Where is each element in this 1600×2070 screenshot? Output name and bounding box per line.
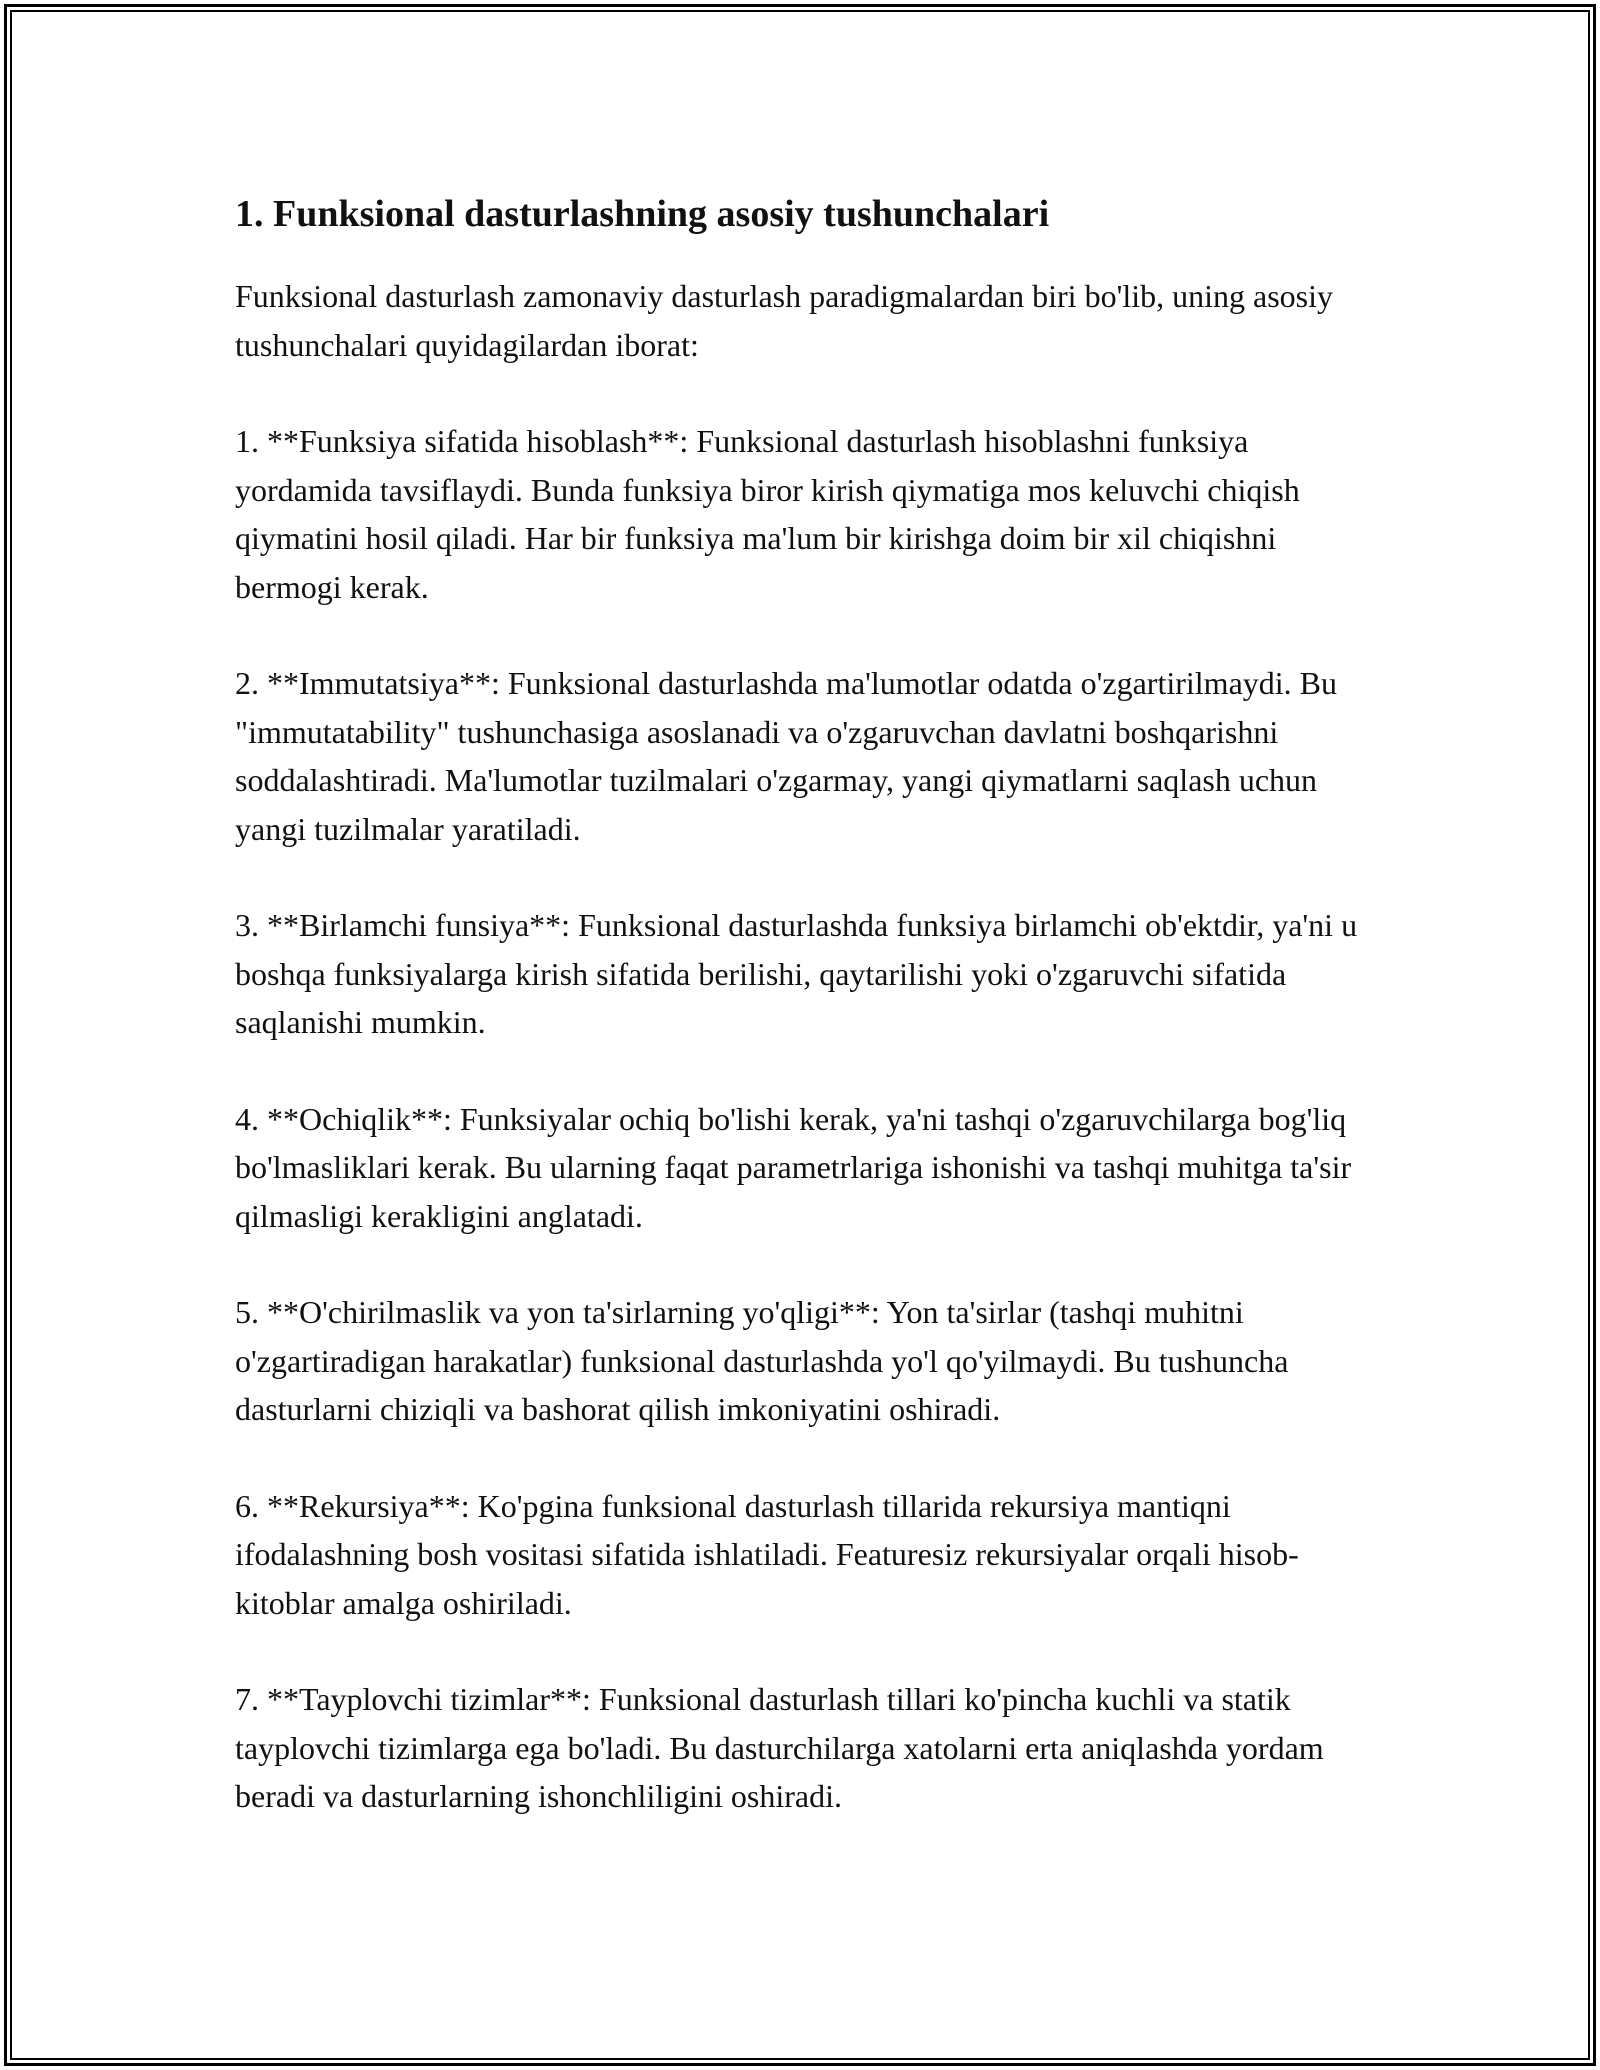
list-item-purity: 4. **Ochiqlik**: Funksiyalar ochiq bo'lishi kerak, ya'ni tashqi o'zgaruvchilarga bog'liq bo'lmasliklari kerak. Bu ularning faqat parametrlariga ishonishi va tashqi muhitga ta'sir qilmasligi kerakligini anglatadi.: [235, 1100, 1352, 1234]
list-item-immutability: 2. **Immutatsiya**: Funksional dasturlashda ma'lumotlar odatda o'zgartirilmaydi. Bu "immutatability" tushunchasiga asoslanadi va o'zgaruvchan davlatni boshqarishni soddalashtiradi. Ma'lumotlar tuzilmalari o'zgarmay, yangi qiymatlarni saqlash uchun yangi tuzilmalar yaratiladi.: [235, 665, 1337, 847]
list-item-first-class-functions: 3. **Birlamchi funsiya**: Funksional dasturlashda funksiya birlamchi ob'ektdir, ya'ni u boshqa funksiyalarga kirish sifatida berilishi, qaytarilishi yoki o'zgaruvchi sifatida saqlanishi mumkin.: [235, 907, 1358, 1040]
list-item-side-effects: 5. **O'chirilmaslik va yon ta'sirlarning yo'qligi**: Yon ta'sirlar (tashqi muhitni o'zgartiradigan harakatlar) funksional dasturlashda yo'l qo'yilmaydi. Bu tushuncha dasturlarni chiziqli va bashorat qilish imkoniyatini oshiradi.: [235, 1294, 1289, 1427]
section-heading: 1. Funksional dasturlashning asosiy tushunchalari: [235, 193, 1050, 235]
document-body: [235, 186, 1370, 1869]
list-item-recursion: 6. **Rekursiya**: Ko'pgina funksional dasturlash tillarida rekursiya mantiqni ifodalashning bosh vositasi sifatida ishlatiladi. Featuresiz rekursiyalar orqali hisob-kitoblar amalga oshiriladi.: [235, 1487, 1299, 1621]
list-item-type-systems: 7. **Tayplovchi tizimlar**: Funksional dasturlash tillari ko'pincha kuchli va statik tayplovchi tizimlarga ega bo'ladi. Bu dasturchilarga xatolarni erta aniqlashda yordam beradi va dasturlarning ishonchliligini oshiradi.: [235, 1681, 1324, 1814]
list-item-computation: 1. **Funksiya sifatida hisoblash**: Funksional dasturlash hisoblashni funksiya yordamida tavsiflaydi. Bunda funksiya biror kirish qiymatiga mos keluvchi chiqish qiymatini hosil qiladi. Har bir funksiya ma'lum bir kirishga doim bir xil chiqishni bermogi kerak.: [235, 423, 1300, 605]
intro-paragraph: Funksional dasturlash zamonaviy dasturlash paradigmalardan biri bo'lib, uning asosiy tushunchalari quyidagilardan iborat:: [235, 278, 1333, 363]
